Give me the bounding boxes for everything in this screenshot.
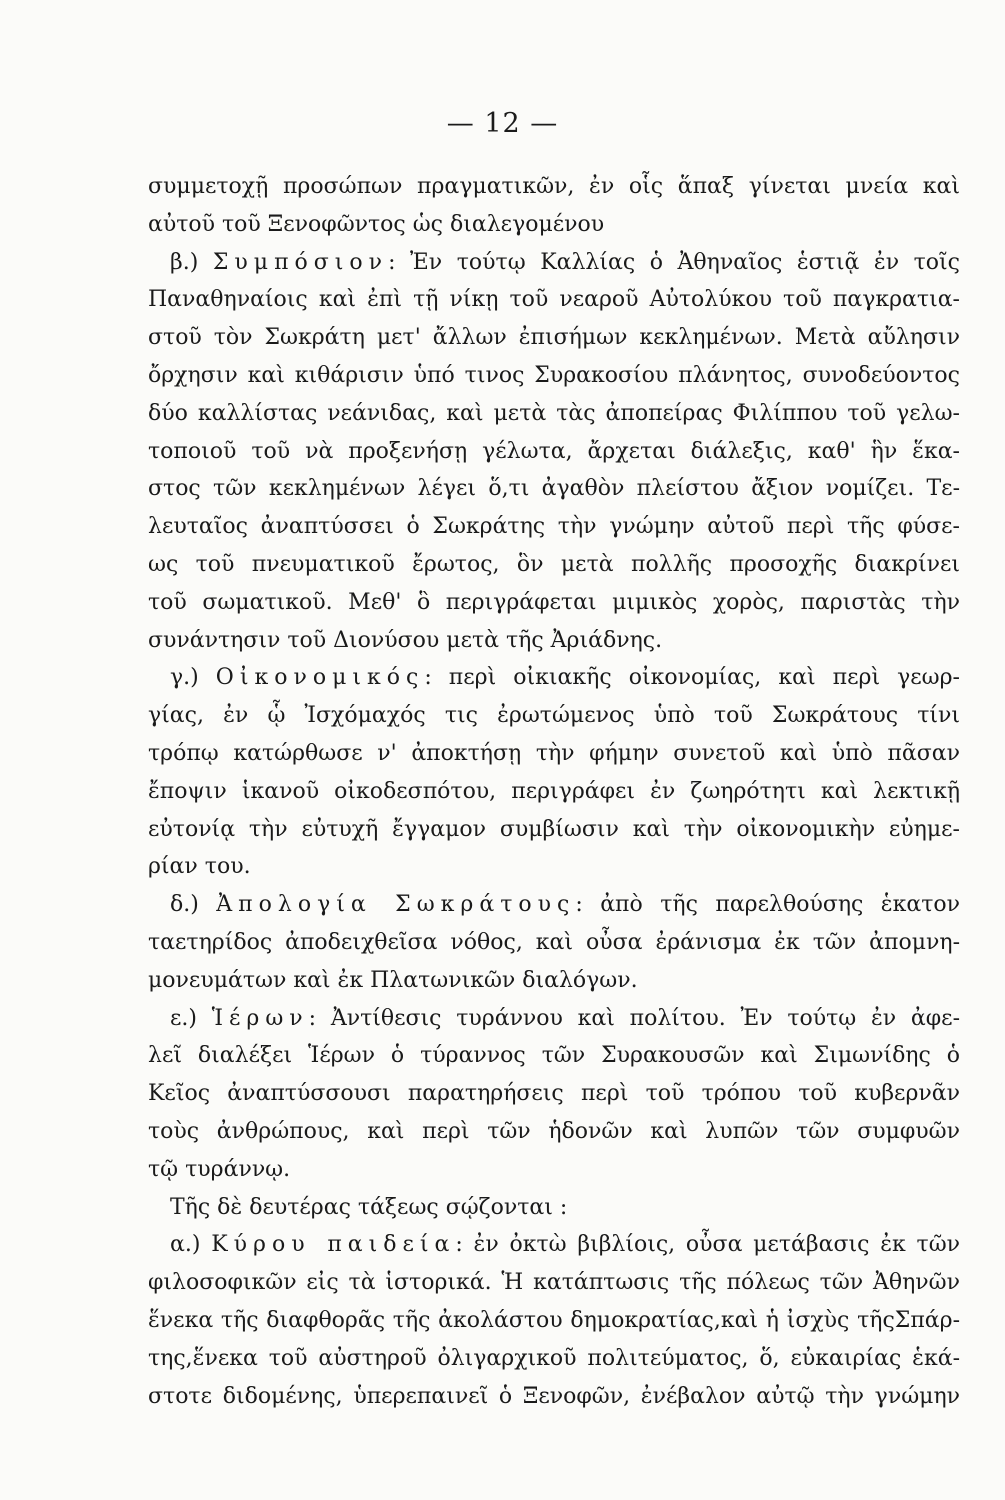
line-text: στος τῶν κεκλημένων λέγει ὅ,τι ἀγαθὸν πλείστου ἄξιον νομίζει. Τε-	[148, 476, 960, 502]
line-text: ἔποψιν ἱκανοῦ οἰκοδεσπότου, περιγράφει ἐν ζωηρότητι καὶ λεκτικῇ	[148, 778, 960, 804]
text-line	[148, 848, 960, 886]
text-line	[148, 470, 960, 508]
line-text: τοῦ σωματικοῦ. Μεθ' ὃ περιγράφεται μιμικὸς χορὸς, παριστὰς τὴν	[148, 589, 960, 615]
text-line	[148, 659, 960, 697]
section-marker: γ.)	[170, 665, 216, 691]
line-text: ὄρχησιν καὶ κιθάρισιν ὑπό τινος Συρακοσίου πλάνητος, συνοδεύοντος	[148, 362, 960, 388]
line-text: λεῖ διαλέξει Ἱέρων ὁ τύραννος τῶν Συρακουσῶν καὶ Σιμωνίδης ὁ	[148, 1043, 960, 1069]
line-text: : ἀπὸ τῆς παρελθούσης ἑκατον	[575, 892, 960, 918]
line-text: ἕνεκα τῆς διαφθορᾶς τῆς ἀκολάστου δημοκρατίας,καὶ ἡ ἰσχὺς τῆςΣπάρ-	[148, 1307, 960, 1333]
section-marker: ε.)	[170, 1005, 212, 1031]
line-text: ως τοῦ πνευματικοῦ ἔρωτος, ὃν μετὰ πολλῆς προσοχῆς διακρίνει	[148, 551, 960, 577]
work-title: Κύρου παιδεία	[211, 1232, 456, 1258]
text-line	[148, 886, 960, 924]
text-line	[148, 319, 960, 357]
text-line	[148, 1302, 960, 1340]
text-line	[148, 1151, 960, 1189]
line-text: : Ἐν τούτῳ Καλλίας ὁ Ἀθηναῖος ἑστιᾷ ἐν τοῖς	[388, 249, 960, 275]
text-line	[148, 622, 960, 660]
line-text: συμμετοχῇ προσώπων πραγματικῶν, ἐν οἷς ἅπαξ γίνεται μνεία καὶ	[148, 174, 960, 199]
line-text: : Ἀντίθεσις τυράννου καὶ πολίτου. Ἐν τούτῳ ἐν ἀφε-	[308, 1005, 960, 1031]
line-text: ρίαν του.	[148, 854, 251, 880]
text-line	[148, 811, 960, 849]
work-title: Συμπόσιον	[212, 249, 389, 275]
line-text: Κεῖος ἀναπτύσσουσι παρατηρήσεις περὶ τοῦ τρόπου τοῦ κυβερνᾶν	[148, 1081, 960, 1107]
line-text: εὐτονίᾳ τὴν εὐτυχῆ ἔγγαμον συμβίωσιν καὶ τὴν οἰκονομικὴν εὐημε-	[148, 816, 960, 842]
line-text: στοτε διδομένης, ὑπερεπαινεῖ ὁ Ξενοφῶν, ἐνέβαλον αὐτῷ τὴν γνώμην	[148, 1383, 960, 1409]
text-line	[148, 1037, 960, 1075]
text-line	[148, 395, 960, 433]
section-marker: δ.)	[170, 892, 217, 918]
text-line	[148, 1000, 960, 1038]
text-line	[148, 433, 960, 471]
line-text: τοποιοῦ τοῦ νὰ προξενήσῃ γέλωτα, ἄρχεται διάλεξις, καθ' ἣν ἕκα-	[148, 438, 960, 464]
line-text: Τῆς δὲ δευτέρας τάξεως σῴζονται :	[170, 1194, 568, 1220]
text-line	[148, 1189, 960, 1227]
section-marker: α.)	[170, 1232, 212, 1258]
text-line	[148, 584, 960, 622]
text-line	[148, 508, 960, 546]
line-text: τοὺς ἀνθρώπους, καὶ περὶ τῶν ἡδονῶν καὶ λυπῶν τῶν συμφυῶν	[148, 1118, 960, 1144]
line-text: δύο καλλίστας νεάνιδας, καὶ μετὰ τὰς ἀποπείρας Φιλίππου τοῦ γελω-	[148, 400, 960, 426]
text-line	[148, 281, 960, 319]
line-text: συνάντησιν τοῦ Διονύσου μετὰ τῆς Ἀριάδνης.	[148, 627, 663, 653]
text-line	[148, 1264, 960, 1302]
text-line	[148, 1378, 960, 1416]
line-text: μονευμάτων καὶ ἐκ Πλατωνικῶν διαλόγων.	[148, 967, 638, 993]
body-text	[148, 168, 960, 1415]
line-text: Παναθηναίοις καὶ ἐπὶ τῇ νίκῃ τοῦ νεαροῦ Αὐτολύκου τοῦ παγκρατια-	[148, 287, 960, 313]
text-line	[148, 546, 960, 584]
line-text: τρόπῳ κατώρθωσε ν' ἀποκτήσῃ τὴν φήμην συνετοῦ καὶ ὑπὸ πᾶσαν	[148, 740, 960, 766]
line-text: : περὶ οἰκιακῆς οἰκονομίας, καὶ περὶ γεωρ-	[424, 665, 960, 691]
line-text: στοῦ τὸν Σωκράτη μετ' ἄλλων ἐπισήμων κεκλημένων. Μετὰ αὔλησιν	[148, 325, 960, 351]
text-line	[148, 1075, 960, 1113]
text-line	[148, 244, 960, 282]
page-number: — 12 —	[446, 108, 559, 139]
line-text: λευταῖος ἀναπτύσσει ὁ Σωκράτης τὴν γνώμην αὐτοῦ περὶ τῆς φύσε-	[148, 514, 960, 540]
text-line	[148, 962, 960, 1000]
text-line	[148, 206, 960, 244]
line-text: της,ἕνεκα τοῦ αὐστηροῦ ὀλιγαρχικοῦ πολιτεύματος, ὅ, εὐκαιρίας ἑκά-	[148, 1345, 960, 1371]
line-text: γίας, ἐν ᾧ Ἰσχόμαχός τις ἐρωτώμενος ὑπὸ τοῦ Σωκράτους τίνι	[148, 703, 960, 729]
text-line	[148, 168, 960, 206]
text-line	[148, 1113, 960, 1151]
line-text: φιλοσοφικῶν εἰς τὰ ἱστορικά. Ἡ κατάπτωσις τῆς πόλεως τῶν Ἀθηνῶν	[148, 1270, 960, 1296]
text-line	[148, 735, 960, 773]
work-title: Ἱέρων	[211, 1005, 309, 1031]
line-text: ταετηρίδος ἀποδειχθεῖσα νόθος, καὶ οὖσα ἐράνισμα ἐκ τῶν ἀπομνη-	[148, 929, 960, 955]
text-line	[148, 773, 960, 811]
text-line	[148, 1340, 960, 1378]
text-line	[148, 357, 960, 395]
work-title: Οἰκονομικός	[215, 665, 425, 691]
section-marker: β.)	[170, 249, 213, 275]
line-text: αὐτοῦ τοῦ Ξενοφῶντος ὡς διαλεγομένου	[148, 211, 605, 237]
line-text: τῷ τυράννῳ.	[148, 1156, 291, 1182]
text-line	[148, 1226, 960, 1264]
line-text: : ἐν ὀκτὼ βιβλίοις, οὖσα μετάβασις ἐκ τῶν	[455, 1232, 960, 1258]
work-title: Ἀπολογία Σωκράτους	[216, 892, 576, 918]
text-line	[148, 924, 960, 962]
text-line	[148, 697, 960, 735]
